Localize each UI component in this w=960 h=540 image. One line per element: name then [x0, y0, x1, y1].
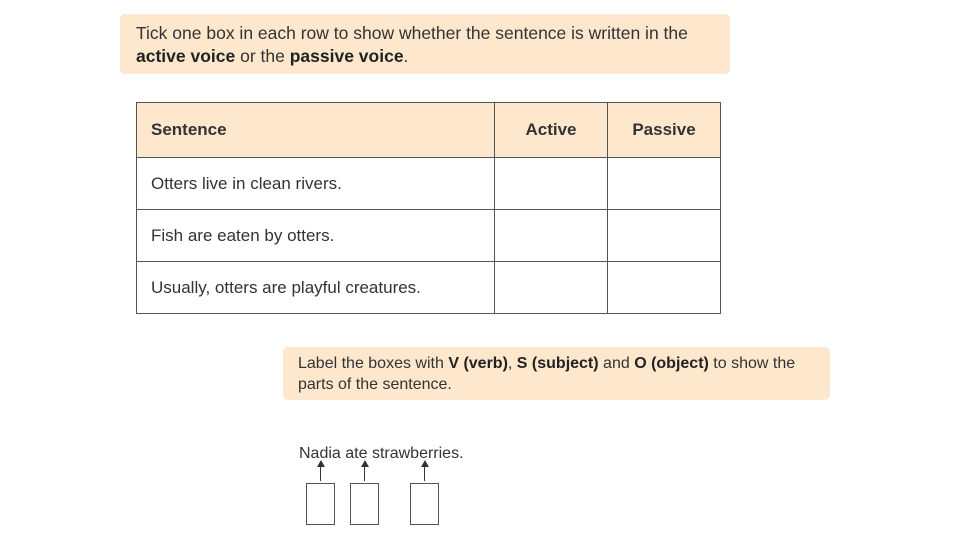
table-header-row: [137, 103, 721, 158]
task1-instruction-text-3: .: [403, 46, 409, 66]
object-term: O (object): [634, 355, 709, 372]
sentence-cell: Fish are eaten by otters.: [137, 210, 495, 262]
task1-instruction-text-1: Tick one box in each row to show whether the sentence is written in the: [136, 23, 688, 43]
header-passive: Passive: [608, 103, 721, 158]
sentence-cell: Usually, otters are playful creatures.: [137, 262, 495, 314]
table-row: [137, 262, 721, 314]
header-sentence: Sentence: [137, 103, 495, 158]
verb-term: V (verb): [448, 355, 508, 372]
task1-instruction-box: [120, 14, 730, 74]
subject-term: S (subject): [516, 355, 599, 372]
label-box-nadia[interactable]: [306, 483, 335, 525]
example-sentence: Nadia ate strawberries.: [299, 445, 464, 462]
table-row: [137, 210, 721, 262]
task2-instruction-text-3: and: [598, 355, 635, 372]
active-tick-box[interactable]: [495, 158, 608, 210]
up-arrow-icon: [424, 462, 425, 481]
voice-table: [136, 102, 721, 314]
passive-tick-box[interactable]: [608, 158, 721, 210]
task1-instruction-text-2: or the: [235, 46, 290, 66]
up-arrow-icon: [320, 462, 321, 481]
label-box-strawberries[interactable]: [410, 483, 439, 525]
task2-instruction-text-2: ,: [507, 355, 517, 372]
active-voice-term: active voice: [136, 46, 236, 66]
header-active: Active: [495, 103, 608, 158]
task2-instruction-box: [283, 347, 830, 400]
task2-instruction-text-4: to show the parts of the sentence.: [298, 355, 796, 393]
passive-tick-box[interactable]: [608, 262, 721, 314]
table-row: [137, 158, 721, 210]
active-tick-box[interactable]: [495, 210, 608, 262]
active-tick-box[interactable]: [495, 262, 608, 314]
task2-instruction-text-1: Label the boxes with: [298, 355, 449, 372]
label-box-ate[interactable]: [350, 483, 379, 525]
passive-voice-term: passive voice: [289, 46, 404, 66]
passive-tick-box[interactable]: [608, 210, 721, 262]
sentence-cell: Otters live in clean rivers.: [137, 158, 495, 210]
up-arrow-icon: [364, 462, 365, 481]
